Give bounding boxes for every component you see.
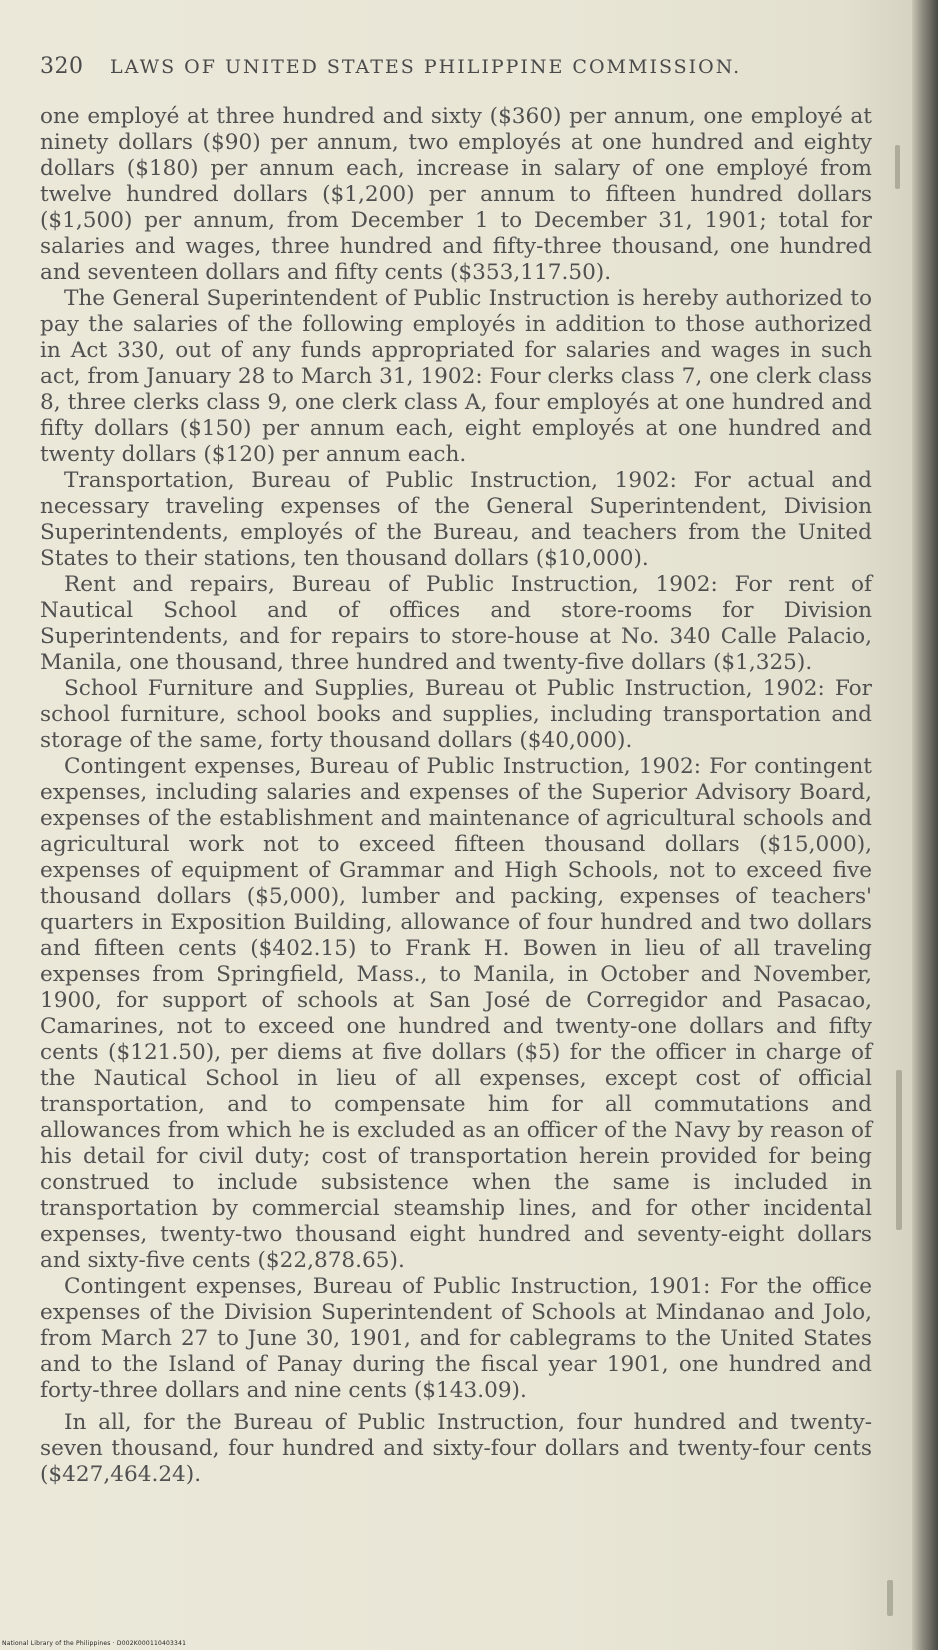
margin-mark [887,1580,893,1616]
body-text [40,104,872,1488]
source-footer-label: National Library of the Philippines · D002K000110403341 [2,1640,187,1647]
paragraph-superintendent-authorization: The General Superintendent of Public Instruction is hereby authorized to pay the salaries of the following employés in addition to those authorized in Act 330, out of any funds appropriated for salaries and wages in such act, from January 28 to March 31, 1902: Four clerks class 7, one clerk class 8, three clerks class 9, one clerk class A, four employés at one hundred and fifty dollars ($150) per annum each, eight employés at one hundred and twenty dollars ($120) per annum each. [40,286,872,467]
paragraph-contingent-1902: Contingent expenses, Bureau of Public Instruction, 1902: For contingent expenses, including salaries and expenses of the Superior Advisory Board, expenses of the establishment and maintenance of agricultural schools and agricultural work not to exceed fifteen thousand dollars ($15,000), expenses of equipment of Grammar and High Schools, not to exceed five thousand dollars ($5,000), lumber and packing, expenses of teachers' quarters in Exposition Building, allowance of four hundred and two dollars and fifteen cents ($402.15) to Frank H. Bowen in lieu of all traveling expenses from Springfield, Mass., to Manila, in October and November, 1900, for support of schools at San José de Corregidor and Pasacao, Camarines, not to exceed one hundred and twenty-one dollars and fifty cents ($121.50), per diems at five dollars ($5) for the officer in charge of the Nautical School in lieu of all expenses, except cost of official transportation, and to compensate him for all commutations and allowances from which he is excluded as an officer of the Navy by reason of his detail for civil duty; cost of transportation herein provided for being construed to include subsistence when the same is included in transportation by commercial steamship lines, and for other incidental expenses, twenty-two thousand eight hundred and seventy-eight dollars and sixty-five cents ($22,878.65). [40,754,872,1273]
paragraph-transportation: Transportation, Bureau of Public Instruction, 1902: For actual and necessary traveling expenses of the General Superintendent, Division Superintendents, employés of the Bureau, and teachers from the United States to their stations, ten thousand dollars ($10,000). [40,468,872,571]
paragraph-contingent-1901: Contingent expenses, Bureau of Public Instruction, 1901: For the office expenses of the Division Superintendent of Schools at Mindanao and Jolo, from March 27 to June 30, 1901, and for cablegrams to the United States and to the Island of Panay during the fiscal year 1901, one hundred and forty-three dollars and nine cents ($143.09). [40,1274,872,1403]
margin-mark [896,1070,902,1230]
paragraph-school-furniture: School Furniture and Supplies, Bureau ot Public Instruction, 1902: For school furniture, school books and supplies, including transportation and storage of the same, forty thousand dollars ($40,000). [40,676,872,753]
running-head [40,54,800,88]
paragraph-total: In all, for the Bureau of Public Instruction, four hundred and twenty-seven thousand, four hundred and sixty-four dollars and twenty-four cents ($427,464.24). [40,1410,872,1487]
paragraph-salaries-continued: one employé at three hundred and sixty ($360) per annum, one employé at ninety dollars ($90) per annum, two employés at one hundred and eighty dollars ($180) per annum each, increase in salary of one employé from twelve hundred dollars ($1,200) per annum to fifteen hundred dollars ($1,500) per annum, from December 1 to December 31, 1901; total for salaries and wages, three hundred and fifty-three thousand, one hundred and seventeen dollars and fifty cents ($353,117.50). [40,104,872,285]
margin-mark [895,145,900,189]
page-edge [912,0,938,1650]
paragraph-rent-and-repairs: Rent and repairs, Bureau of Public Instruction, 1902: For rent of Nautical School and of offices and store-rooms for Division Superintendents, and for repairs to store-house at No. 340 Calle Palacio, Manila, one thousand, three hundred and twenty-five dollars ($1,325). [40,572,872,675]
page-number: 320 [40,54,84,79]
running-head-title: LAWS OF UNITED STATES PHILIPPINE COMMISSION. [110,56,742,78]
